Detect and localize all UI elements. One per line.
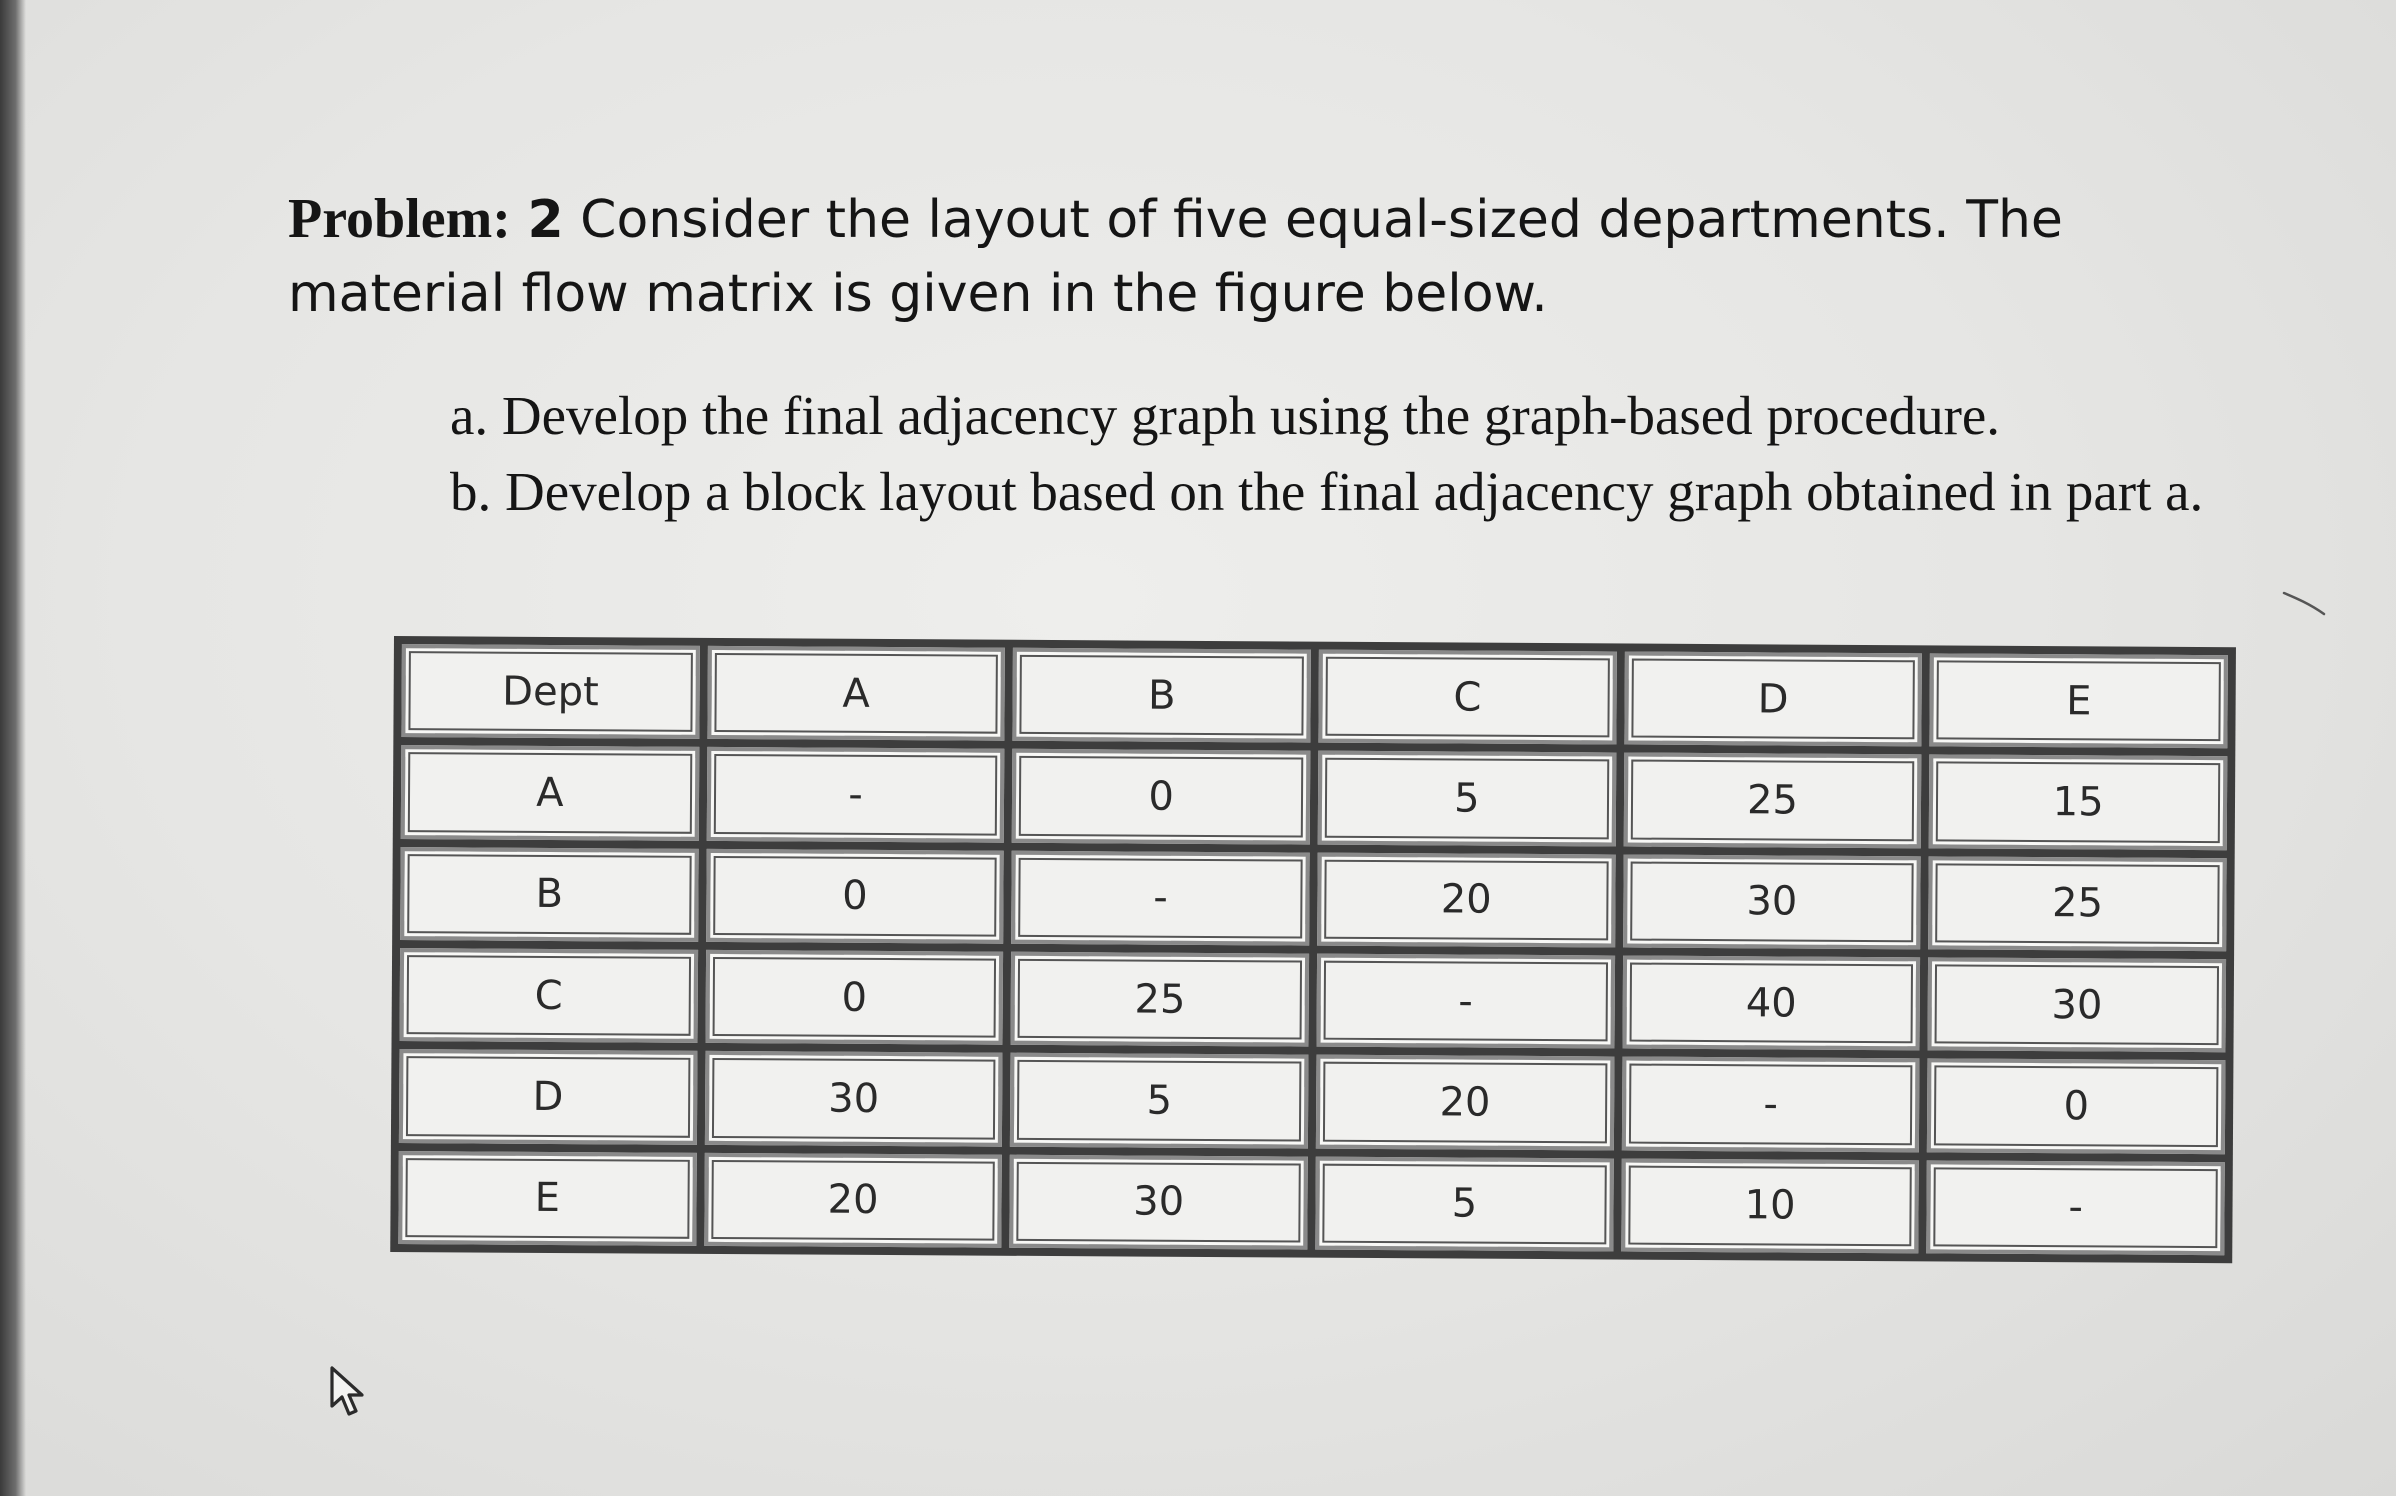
table-cell: - bbox=[1927, 1160, 2225, 1255]
header-cell: A bbox=[707, 646, 1005, 741]
table-cell: - bbox=[706, 747, 1004, 842]
table-cell: 0 bbox=[1012, 749, 1310, 844]
table-cell: 5 bbox=[1318, 751, 1616, 846]
row-label-cell: A bbox=[401, 745, 699, 840]
row-label-cell: C bbox=[400, 948, 698, 1043]
table-cell: 20 bbox=[704, 1153, 1002, 1248]
table-cell: 30 bbox=[1623, 854, 1921, 949]
problem-text: Consider the layout of five equal-sized departments. The material flow matrix is given in the figure below. bbox=[288, 190, 2063, 324]
problem-number: 2 bbox=[527, 190, 564, 250]
table-cell: 15 bbox=[1929, 755, 2227, 850]
problem-statement bbox=[288, 182, 2248, 331]
table-cell: 25 bbox=[1011, 952, 1309, 1047]
table-cell: - bbox=[1622, 1057, 1920, 1152]
header-cell: D bbox=[1624, 652, 1922, 747]
table-cell: - bbox=[1011, 850, 1309, 945]
table-cell: 5 bbox=[1010, 1053, 1308, 1148]
table-cell: 30 bbox=[705, 1051, 1003, 1146]
part-b: b. Develop a block layout based on the final adjacency graph obtained in part a. bbox=[450, 461, 2204, 522]
table-cell: - bbox=[1316, 954, 1614, 1049]
header-cell: B bbox=[1013, 648, 1311, 743]
part-a: a. Develop the final adjacency graph using the graph-based procedure. bbox=[450, 385, 2001, 446]
problem-label: Problem: bbox=[288, 188, 511, 250]
table-cell: 30 bbox=[1928, 957, 2226, 1052]
header-cell: C bbox=[1318, 650, 1616, 745]
row-label-cell: B bbox=[400, 847, 698, 942]
table-cell: 30 bbox=[1010, 1154, 1308, 1249]
material-flow-matrix bbox=[390, 636, 2236, 1263]
table-cell: 25 bbox=[1928, 856, 2226, 951]
row-label-cell: D bbox=[399, 1049, 697, 1144]
table-cell: 0 bbox=[705, 950, 1003, 1045]
pen-stroke-mark bbox=[2282, 590, 2326, 616]
header-cell: E bbox=[1930, 653, 2228, 748]
table-cell: 20 bbox=[1316, 1055, 1614, 1150]
row-label-cell: E bbox=[398, 1151, 696, 1246]
table-cell: 20 bbox=[1317, 852, 1615, 947]
table-cell: 40 bbox=[1622, 956, 1920, 1051]
mouse-pointer-icon bbox=[328, 1366, 372, 1420]
table-cell: 0 bbox=[1927, 1059, 2225, 1154]
monitor-bezel bbox=[0, 0, 26, 1496]
table-cell: 5 bbox=[1315, 1156, 1613, 1251]
table-cell: 25 bbox=[1623, 753, 1921, 848]
problem-parts bbox=[450, 378, 2250, 530]
table-cell: 0 bbox=[706, 849, 1004, 944]
table-cell: 10 bbox=[1621, 1158, 1919, 1253]
header-cell: Dept bbox=[401, 644, 699, 739]
